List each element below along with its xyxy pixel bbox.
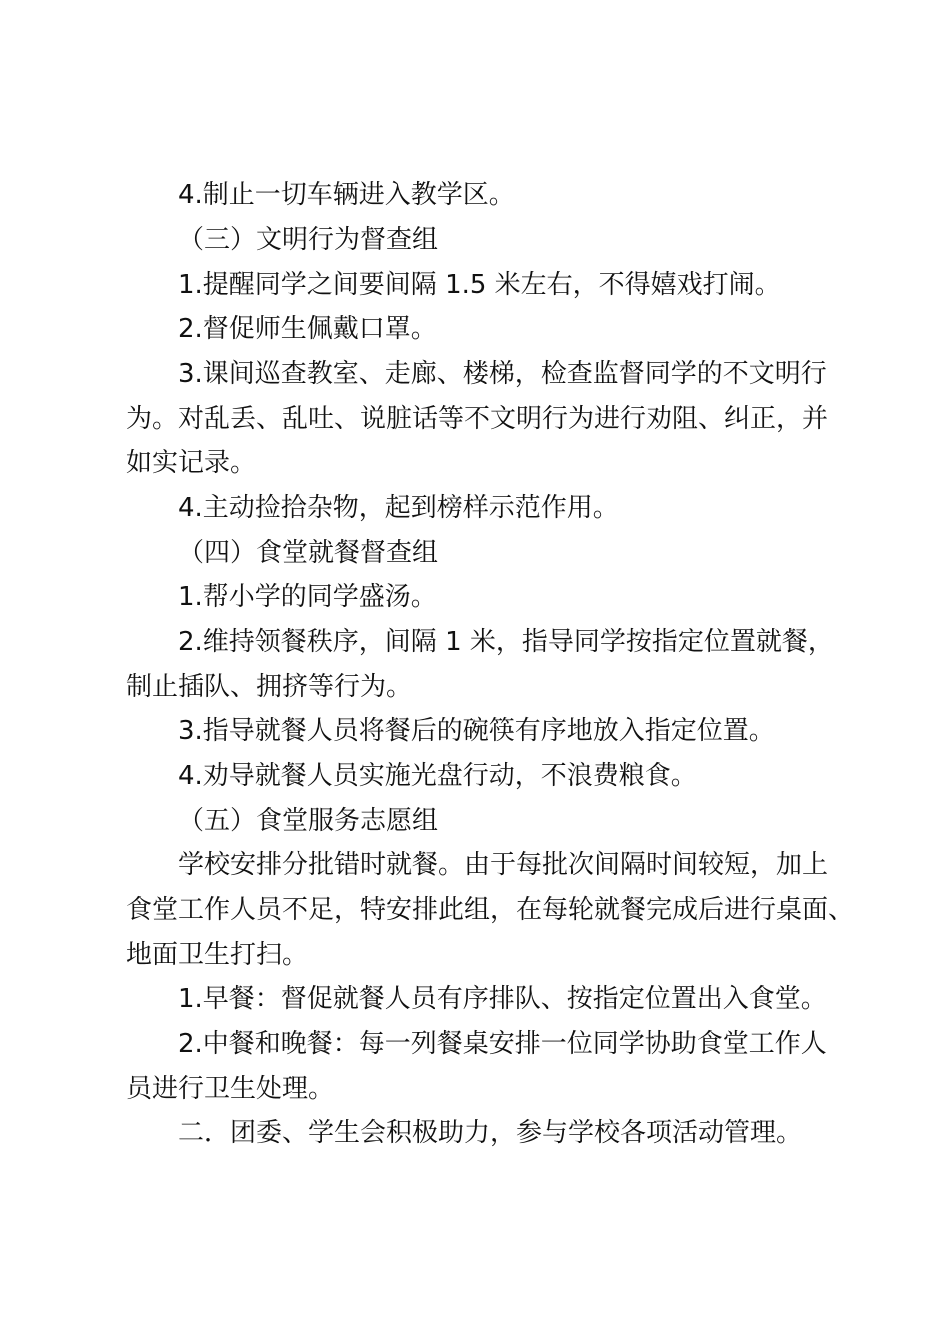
text-line: 1.早餐：督促就餐人员有序排队、按指定位置出入食堂。 xyxy=(178,984,827,1014)
text-line: 食堂工作人员不足，特安排此组，在每轮就餐完成后进行桌面、 xyxy=(126,895,855,925)
text-line: 员进行卫生处理。 xyxy=(126,1074,335,1104)
text-line: 如实记录。 xyxy=(126,448,257,478)
text-line: 地面卫生打扫。 xyxy=(126,940,309,970)
text-line: 3.指导就餐人员将餐后的碗筷有序地放入指定位置。 xyxy=(178,716,775,746)
text-line: 2.中餐和晚餐：每一列餐桌安排一位同学协助食堂工作人 xyxy=(178,1029,827,1059)
text-line: 4.劝导就餐人员实施光盘行动，不浪费粮食。 xyxy=(178,761,697,791)
text-line: 2.督促师生佩戴口罩。 xyxy=(178,314,437,344)
text-line: 为。对乱丢、乱吐、说脏话等不文明行为进行劝阻、纠正，并 xyxy=(126,404,829,434)
text-line: 3.课间巡查教室、走廊、楼梯，检查监督同学的不文明行 xyxy=(178,359,827,389)
text-line: 4.制止一切车辆进入教学区。 xyxy=(178,180,515,210)
section-heading: 二．团委、学生会积极助力，参与学校各项活动管理。 xyxy=(178,1118,803,1148)
text-line: 1.帮小学的同学盛汤。 xyxy=(178,582,437,612)
text-line: 4.主动捡拾杂物，起到榜样示范作用。 xyxy=(178,493,619,523)
text-line: 制止插队、拥挤等行为。 xyxy=(126,672,413,702)
text-line: 1.提醒同学之间要间隔 1.5 米左右，不得嬉戏打闹。 xyxy=(178,270,781,300)
section-heading: （三）文明行为督查组 xyxy=(178,225,439,255)
section-heading: （四）食堂就餐督查组 xyxy=(178,538,439,568)
section-heading: （五）食堂服务志愿组 xyxy=(178,806,439,836)
text-line: 学校安排分批错时就餐。由于每批次间隔时间较短，加上 xyxy=(178,850,829,880)
text-line: 2.维持领餐秩序，间隔 1 米，指导同学按指定位置就餐， xyxy=(178,627,834,657)
